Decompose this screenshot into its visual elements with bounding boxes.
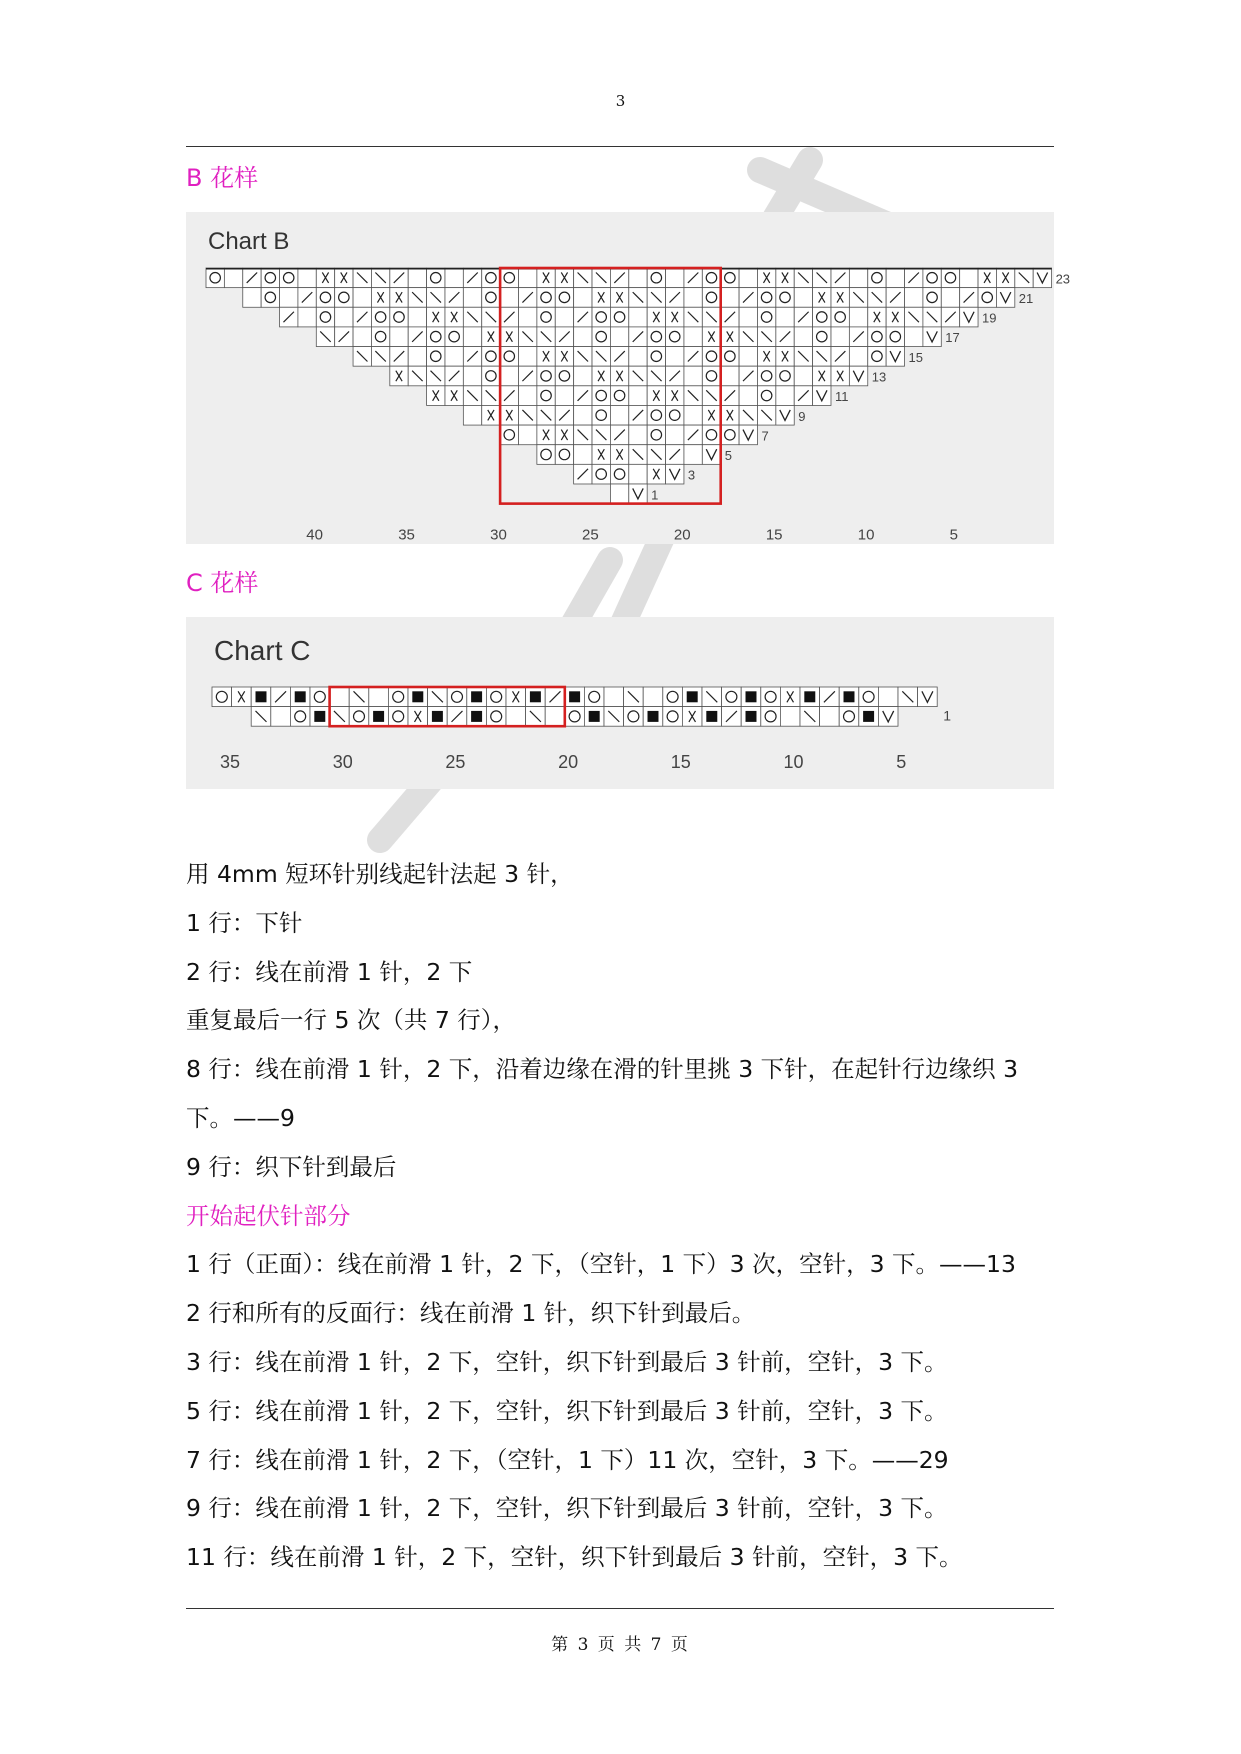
chart-c-cell: [839, 707, 859, 727]
chart-b-row-label: 9: [798, 408, 806, 424]
chart-b-cell: [371, 327, 389, 347]
chart-b-cell: [629, 464, 647, 484]
chart-b-cell: [592, 386, 610, 406]
chart-b-cell: [482, 268, 500, 288]
chart-b-cell: [776, 366, 794, 386]
no-stitch-symbol: [844, 691, 855, 702]
chart-b-cell: [978, 288, 996, 308]
chart-c-x-tick-label: 15: [670, 752, 691, 773]
chart-b-cell: [518, 425, 536, 445]
chart-b-cell: [280, 268, 298, 288]
chart-b-row-label: 11: [834, 389, 849, 405]
chart-b-cell: [574, 366, 592, 386]
chart-b-cell: [371, 307, 389, 327]
no-stitch-symbol: [746, 691, 757, 702]
chart-b-cell: [849, 268, 867, 288]
chart-b-cell: [463, 366, 481, 386]
chart-b-cell: [923, 268, 941, 288]
chart-b-cell: [813, 307, 831, 327]
instruction-line: 9 行：织下针到最后: [186, 1152, 397, 1181]
chart-b-row-label: 3: [687, 467, 696, 483]
chart-b-cell: [831, 307, 849, 327]
garter-section-heading: 开始起伏针部分: [186, 1201, 351, 1230]
pattern-instructions: [186, 850, 1054, 1582]
chart-b-cell: [776, 386, 794, 406]
chart-b-cell: [592, 307, 610, 327]
chart-b-cell: [555, 386, 573, 406]
no-stitch-symbol: [863, 711, 874, 722]
chart-c-cell: [212, 687, 232, 707]
chart-b-cell: [445, 327, 463, 347]
chart-b-row-label: 7: [761, 428, 769, 444]
chart-b-cell: [500, 366, 518, 386]
chart-b-cell: [518, 307, 536, 327]
chart-b-cell: [684, 288, 702, 308]
chart-c-cell: [349, 707, 369, 727]
chart-b-cell: [647, 425, 665, 445]
chart-b-cell: [666, 405, 684, 425]
chart-b-cell: [702, 366, 720, 386]
chart-b-cell: [647, 405, 665, 425]
chart-b-cell: [702, 347, 720, 367]
chart-b-cell: [739, 425, 757, 445]
chart-b-cell: [757, 288, 775, 308]
chart-b-cell: [996, 288, 1014, 308]
chart-b-row-label: 21: [1018, 290, 1034, 306]
chart-b-x-tick-label: 30: [490, 526, 507, 544]
chart-b-row-label: 23: [1055, 271, 1071, 287]
chart-b-cell: [280, 288, 298, 308]
chart-b-cell: [757, 307, 775, 327]
row-instruction: 3 行：线在前滑 1 针，2 下，空针，织下针到最后 3 针前，空针，3 下。: [186, 1347, 948, 1376]
no-stitch-symbol: [373, 711, 384, 722]
chart-b-cell: [739, 386, 757, 406]
chart-c-cell: [486, 707, 506, 727]
chart-b-row-label: 17: [945, 330, 960, 346]
chart-b-cell: [886, 327, 904, 347]
no-stitch-symbol: [471, 711, 482, 722]
chart-c-cell: [624, 707, 644, 727]
chart-b-cell: [629, 347, 647, 367]
chart-b-cell: [555, 445, 573, 465]
chart-b-cell: [610, 307, 628, 327]
row-instruction: 7 行：线在前滑 1 针，2 下，（空针，1 下）11 次，空针，3 下。——29: [186, 1445, 949, 1474]
chart-c-cell: [310, 687, 330, 707]
chart-b-cell: [537, 386, 555, 406]
chart-b-cell: [316, 288, 334, 308]
chart-c-cell: [369, 687, 389, 707]
chart-b-cell: [776, 288, 794, 308]
chart-b-cell: [905, 288, 923, 308]
chart-b-cell: [353, 327, 371, 347]
chart-b-cell: [482, 347, 500, 367]
chart-b-cell: [849, 347, 867, 367]
chart-b-cell: [702, 425, 720, 445]
chart-b-cell: [610, 464, 628, 484]
chart-b-cell: [427, 347, 445, 367]
chart-c-cell: [584, 687, 604, 707]
chart-b-cell: [574, 405, 592, 425]
chart-c-x-tick-label: 10: [783, 752, 804, 773]
chart-b-cell: [721, 347, 739, 367]
chart-b-cell: [537, 288, 555, 308]
chart-b-cell: [463, 405, 481, 425]
chart-b-cell: [610, 405, 628, 425]
chart-b-cell: [500, 268, 518, 288]
chart-b-x-tick-label: 10: [857, 526, 875, 544]
chart-c-cell: [604, 687, 624, 707]
no-stitch-symbol: [589, 711, 600, 722]
chart-b-cell: [702, 288, 720, 308]
chart-b-cell: [555, 366, 573, 386]
chart-c-cell: [780, 707, 800, 727]
chart-b-cell: [923, 327, 941, 347]
chart-c-cell: [761, 687, 781, 707]
row-instruction: 9 行：线在前滑 1 针，2 下，空针，织下针到最后 3 针前，空针，3 下。: [186, 1494, 948, 1523]
chart-c-x-tick-label: 5: [896, 752, 907, 773]
chart-b-cell: [702, 268, 720, 288]
chart-c-cell: [388, 707, 408, 727]
chart-b-row-label: 5: [724, 448, 732, 464]
instruction-line: 用 4mm 短环针别线起针法起 3 针，: [186, 860, 574, 888]
chart-b-x-tick-label: 15: [765, 526, 783, 544]
chart-b-cell: [518, 268, 536, 288]
chart-b-cell: [905, 327, 923, 347]
chart-b-cell: [500, 347, 518, 367]
chart-b-x-tick-label: 5: [949, 526, 959, 544]
chart-b-cell: [794, 327, 812, 347]
row-instruction: 11 行：线在前滑 1 针，2 下，空针，织下针到最后 3 针前，空针，3 下。: [186, 1543, 963, 1572]
chart-b-cell: [684, 405, 702, 425]
chart-b-cell: [592, 405, 610, 425]
chart-c-grid: [186, 617, 1054, 789]
chart-b-cell: [849, 307, 867, 327]
chart-b-cell: [666, 464, 684, 484]
chart-b-cell: [666, 347, 684, 367]
chart-b-cell: [427, 327, 445, 347]
chart-c-x-tick-label: 25: [445, 752, 466, 773]
chart-b-cell: [206, 268, 224, 288]
chart-b-cell: [757, 386, 775, 406]
chart-b-cell: [445, 268, 463, 288]
chart-b-cell: [849, 366, 867, 386]
chart-b-cell: [739, 307, 757, 327]
chart-b-cell: [592, 327, 610, 347]
chart-b-row-label: 19: [982, 310, 997, 326]
chart-b-cell: [721, 288, 739, 308]
chart-c-cell: [722, 687, 742, 707]
chart-c-cell: [506, 707, 526, 727]
bottom-rule: [186, 1608, 1054, 1609]
chart-b-cell: [243, 288, 261, 308]
chart-b-x-tick-label: 25: [582, 526, 599, 544]
top-rule: [186, 146, 1054, 147]
chart-b-cell: [960, 268, 978, 288]
chart-c-cell: [486, 687, 506, 707]
chart-b-cell: [666, 268, 684, 288]
chart-b-cell: [923, 288, 941, 308]
chart-c-cell: [761, 707, 781, 727]
chart-b-cell: [739, 268, 757, 288]
chart-b-cell: [941, 288, 959, 308]
chart-b-cell: [776, 405, 794, 425]
chart-b-cell: [592, 464, 610, 484]
chart-b-cell: [408, 268, 426, 288]
chart-b-cell: [629, 484, 647, 504]
chart-b-cell: [1033, 268, 1051, 288]
no-stitch-symbol: [432, 711, 443, 722]
chart-b-cell: [518, 386, 536, 406]
chart-c-cell: [447, 687, 467, 707]
chart-c-title: Chart C: [214, 635, 311, 666]
chart-b-cell: [555, 307, 573, 327]
chart-c-cell: [663, 707, 683, 727]
no-stitch-symbol: [687, 691, 698, 702]
chart-b-cell: [886, 268, 904, 288]
chart-b-title: Chart B: [208, 228, 290, 255]
chart-c-cell: [388, 687, 408, 707]
chart-c-cell: [820, 707, 840, 727]
chart-b-cell: [335, 307, 353, 327]
instruction-line: 重复最后一行 5 次（共 7 行），: [186, 1006, 517, 1035]
chart-b-cell: [353, 288, 371, 308]
chart-b-cell: [721, 268, 739, 288]
chart-b-cell: [684, 366, 702, 386]
chart-b-x-tick-label: 35: [398, 526, 415, 544]
instruction-line: 8 行：线在前滑 1 针，2 下，沿着边缘在滑的针里挑 3 下针，在起针行边缘织 3 下。——9: [186, 1055, 1019, 1132]
chart-b-cell: [868, 327, 886, 347]
chart-b-cell: [537, 307, 555, 327]
chart-b-cell: [739, 347, 757, 367]
chart-b-cell: [794, 366, 812, 386]
chart-b-cell: [463, 327, 481, 347]
chart-b-cell: [702, 445, 720, 465]
chart-b-cell: [610, 484, 628, 504]
chart-b-cell: [261, 268, 279, 288]
instruction-line: 1 行：下针: [186, 908, 303, 937]
chart-b-cell: [537, 366, 555, 386]
chart-c-cell: [290, 707, 310, 727]
chart-b-cell: [629, 307, 647, 327]
chart-b-cell: [408, 347, 426, 367]
page-number: 3: [615, 92, 626, 110]
chart-b-cell: [408, 307, 426, 327]
chart-b-cell: [684, 445, 702, 465]
chart-b-row-label: 13: [871, 369, 887, 385]
chart-b-cell: [482, 366, 500, 386]
row-instruction: 2 行和所有的反面行：线在前滑 1 针，织下针到最后。: [186, 1299, 756, 1328]
chart-b-cell: [941, 268, 959, 288]
chart-b-cell: [629, 425, 647, 445]
chart-b-cell: [813, 386, 831, 406]
chart-c-cell: [545, 707, 565, 727]
chart-c-cell: [878, 687, 898, 707]
chart-b-cell: [757, 366, 775, 386]
chart-b-cell: [831, 327, 849, 347]
chart-b-cell: [445, 347, 463, 367]
chart-b-cell: [610, 386, 628, 406]
chart-b-cell: [482, 288, 500, 308]
chart-b-cell: [298, 268, 316, 288]
chart-b-cell: [500, 425, 518, 445]
chart-b-cell: [518, 347, 536, 367]
chart-b-cell: [390, 307, 408, 327]
chart-b-cell: [537, 445, 555, 465]
chart-c-cell: [663, 687, 683, 707]
chart-b-cell: [647, 347, 665, 367]
chart-c-cell: [565, 707, 585, 727]
no-stitch-symbol: [648, 711, 659, 722]
chart-b-cell: [776, 307, 794, 327]
no-stitch-symbol: [569, 691, 580, 702]
no-stitch-symbol: [412, 691, 423, 702]
no-stitch-symbol: [746, 711, 757, 722]
no-stitch-symbol: [471, 691, 482, 702]
chart-b-cell: [261, 288, 279, 308]
chart-c-x-tick-label: 20: [558, 752, 579, 773]
section-c-heading: C 花样: [186, 569, 259, 597]
chart-b-cell: [298, 307, 316, 327]
chart-b-cell: [629, 386, 647, 406]
chart-b-cell: [813, 327, 831, 347]
chart-b-cell: [868, 347, 886, 367]
chart-c-x-tick-label: 35: [220, 752, 241, 773]
no-stitch-symbol: [706, 711, 717, 722]
instruction-line: 2 行：线在前滑 1 针，2 下: [186, 957, 473, 986]
section-b-heading: B 花样: [186, 164, 259, 192]
chart-c-cell: [271, 707, 291, 727]
chart-b-grid: [186, 212, 1071, 544]
no-stitch-symbol: [530, 691, 541, 702]
chart-c-panel: [186, 617, 1054, 789]
chart-b-cell: [684, 327, 702, 347]
row-instruction: 1 行（正面）：线在前滑 1 针，2 下，（空针，1 下）3 次，空针，3 下。——13: [186, 1250, 1016, 1279]
chart-c-cell: [330, 687, 350, 707]
chart-b-x-tick-label: 40: [306, 526, 323, 544]
chart-b-cell: [647, 327, 665, 347]
no-stitch-symbol: [804, 691, 815, 702]
chart-b-cell: [868, 268, 886, 288]
chart-c-x-tick-label: 30: [332, 752, 353, 773]
chart-b-cell: [500, 288, 518, 308]
row-instruction: 5 行：线在前滑 1 针，2 下，空针，织下针到最后 3 针前，空针，3 下。: [186, 1396, 948, 1425]
chart-b-cell: [886, 347, 904, 367]
no-stitch-symbol: [256, 691, 267, 702]
chart-b-cell: [463, 288, 481, 308]
chart-b-cell: [794, 288, 812, 308]
chart-b-cell: [316, 307, 334, 327]
chart-b-cell: [721, 425, 739, 445]
chart-b-cell: [647, 268, 665, 288]
chart-b-cell: [335, 288, 353, 308]
chart-b-row-label: 1: [651, 487, 659, 503]
chart-b-row-label: 15: [908, 349, 923, 365]
chart-b-cell: [555, 288, 573, 308]
page-footer: 第 3 页 共 7 页: [551, 1635, 690, 1655]
chart-b-cell: [629, 268, 647, 288]
chart-b-cell: [610, 327, 628, 347]
chart-b-cell: [574, 445, 592, 465]
chart-b-cell: [390, 327, 408, 347]
chart-b-cell: [666, 327, 684, 347]
chart-b-cell: [574, 288, 592, 308]
chart-c-cell: [643, 687, 663, 707]
chart-b-cell: [666, 425, 684, 445]
chart-b-cell: [574, 327, 592, 347]
chart-b-cell: [427, 268, 445, 288]
chart-b-cell: [960, 307, 978, 327]
no-stitch-symbol: [295, 691, 306, 702]
chart-b-x-tick-label: 20: [673, 526, 691, 544]
chart-b-cell: [721, 366, 739, 386]
chart-c-cell: [859, 687, 879, 707]
no-stitch-symbol: [314, 711, 325, 722]
chart-b-panel: [186, 212, 1071, 544]
chart-c-row-label: 1: [943, 707, 951, 724]
chart-b-cell: [224, 268, 242, 288]
